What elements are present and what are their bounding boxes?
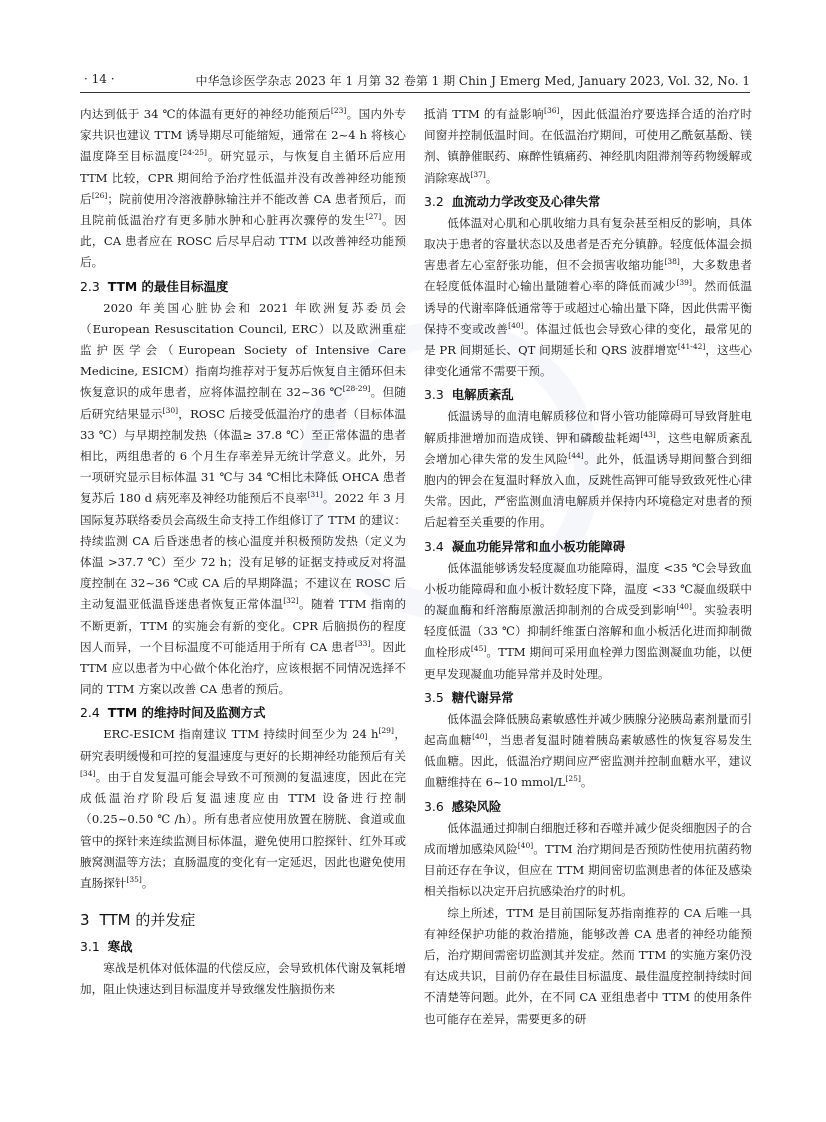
heading-3-2: 3.2 血流动力学改变及心律失常 bbox=[424, 193, 601, 209]
text-run: 。然而低温诱导的代谢率降低通常等于或超过心输出量下降，因此供需平衡保持不变或改善 bbox=[424, 279, 752, 336]
text-run: 。 bbox=[141, 875, 154, 890]
paragraph-2-3 bbox=[80, 298, 406, 701]
text-run: 寒战是机体对低体温的代偿反应，会导致机体代谢及氧耗增加，阻止快速达到目标温度并导致继发性脑损伤来 bbox=[80, 961, 406, 997]
header-rule bbox=[80, 92, 750, 93]
page-number: · 14 · bbox=[84, 72, 115, 86]
citation-ref: [35] bbox=[126, 875, 142, 885]
citation-ref: [45] bbox=[470, 644, 487, 654]
right-column bbox=[424, 104, 752, 1030]
text-run: 。2022 年 3 月国际复苏联络委员会高级生命支持工作组修订了 TTM 的建议：持续监测 CA 后昏迷患者的核心温度并积极预防发热（定义为体温 >37.7 ℃）至少 72 h；没有足够的证据支持或反对将温度控制在 32~36 ℃或 CA 后的早期降温；不建议在 ROSC 后主动复温亚低温昏迷患者恢复正常体温 bbox=[80, 491, 406, 612]
text-run: 。TTM 治疗期间是否预防性使用抗菌药物目前还存在争议，但应在 TTM 期间密切监测患者的体征及感染相关指标以决定开启抗感染治疗的时机。 bbox=[424, 841, 752, 899]
citation-ref: [25] bbox=[565, 774, 581, 784]
text-run: 。 bbox=[485, 170, 498, 185]
heading-2-3: 2.3 TTM 的最佳目标温度 bbox=[80, 278, 229, 294]
citation-ref: [40] bbox=[517, 841, 534, 851]
citation-ref: [37] bbox=[470, 169, 486, 179]
text-run: 。体温过低也会导致心律的变化，最常见的是 PR 间期延长、QT 间期延长和 QRS 波群增宽 bbox=[424, 321, 752, 358]
text-run: 。随着 TTM 指南的不断更新，TTM 的实施会有新的变化。CPR 后脑损伤的程度因人而异，一个目标温度不可能适用于所有 CA 患者 bbox=[80, 597, 406, 654]
citation-ref: [40] bbox=[508, 320, 524, 330]
citation-ref: [29] bbox=[378, 726, 394, 736]
text-run: 低体温通过抑制白细胞迁移和吞噬并减少促炎细胞因子的合成而增加感染风险 bbox=[424, 820, 752, 856]
paragraph-intro bbox=[80, 104, 406, 274]
text-run: 。因此，CA 患者应在 ROSC 后尽早启动 TTM 以改善神经功能预后。 bbox=[80, 213, 406, 270]
text-run: 。实验表明轻度低温（33 ℃）抑制纤维蛋白溶解和血小板活化进而抑制微血栓形成 bbox=[424, 603, 752, 660]
paragraph-3-1-continued bbox=[424, 104, 752, 189]
text-run: ，这些心律变化通常不需要干预。 bbox=[424, 343, 752, 379]
text-run: 。此外，低温诱导期间螯合到细胞内的钾会在复温时释放入血，反跳性高钾可能导致致死性心律失常。因此，严密监测血清电解质并保持内环境稳定对患者的预后起着至关重要的作用。 bbox=[424, 451, 752, 530]
text-run: ，研究表明缓慢和可控的复温速度与更好的长期神经功能预后有关 bbox=[80, 727, 406, 763]
text-run: 。 bbox=[580, 775, 593, 790]
text-run: 。因此 TTM 应以患者为中心做个体化治疗，应该根据不同情况选择不同的 TTM 方案以改善 CA 患者的预后。 bbox=[80, 639, 406, 697]
journal-citation: 中华急诊医学杂志 2023 年 1 月第 32 卷第 1 期 Chin J Emerg Med, January 2023, Vol. 32, No. 1 bbox=[195, 74, 750, 88]
text-run: ，ROSC 后接受低温治疗的患者（目标体温 33 ℃）与早期控制发热（体温≥ 37.8 ℃）至正常体温的患者相比，两组患者的 6 个月生存率差异无统计学意义。此外，另一项研究显示目标体温 31 ℃与 34 ℃相比未降低 OHCA 患者复苏后 180 d 病死率及神经功能预后不良率 bbox=[80, 406, 406, 506]
paragraph-3-2 bbox=[424, 213, 752, 383]
citation-ref: [26] bbox=[91, 190, 108, 200]
text-run: 。由于自发复温可能会导致不可预测的复温速度，因此在完成低温治疗阶段后复温速度应由 TTM 设备进行控制（0.25~0.50 ℃ /h）。所有患者应使用放置在膀胱、食道或血管中的探针来连续监测目标体温，避免使用口腔探针、红外耳或腋窝测温等方法；直肠温度的变化有一定延迟，因此也避免使用直肠探针 bbox=[80, 769, 406, 890]
citation-ref: [31] bbox=[307, 490, 323, 500]
citation-ref: [40] bbox=[676, 602, 692, 612]
text-run: 内达到低于 34 ℃的体温有更好的神经功能预后 bbox=[80, 107, 331, 121]
citation-ref: [28-29] bbox=[342, 384, 371, 394]
text-run: ERC-ESICM 指南建议 TTM 持续时间至少为 24 h bbox=[103, 727, 379, 742]
text-run: ，因此低温治疗要选择合适的治疗时间窗并控制低温时间。在低温治疗期间，可使用乙酰氨基酚、镁剂、镇静催眠药、麻醉性镇痛药、神经肌肉阻滞剂等药物缓解或消除寒战 bbox=[424, 107, 752, 185]
citation-ref: [30] bbox=[162, 405, 179, 415]
heading-3-1: 3.1 寒战 bbox=[80, 939, 133, 955]
text-run: 低体温能够诱发轻度凝血功能障碍，温度 <35 ℃会导致血小板功能障碍和血小板计数轻度下降，温度 <33 ℃凝血级联中的凝血酶和纤溶酶原激活抑制剂的合成受到影响 bbox=[424, 560, 752, 618]
text-run: 低体温对心肌和心肌收缩力具有复杂甚至相反的影响，具体取决于患者的容量状态以及患者是否充分镇静。轻度低体温会损害患者左心室舒张功能，但不会损害收缩功能 bbox=[424, 215, 752, 273]
citation-ref: [40] bbox=[472, 732, 488, 742]
citation-ref: [44] bbox=[568, 450, 584, 460]
text-run: 综上所述，TTM 是目前国际复苏指南推荐的 CA 后唯一具有神经保护功能的救治措施，能够改善 CA 患者的神经功能预后，治疗期间需密切监测其并发症。然而 TTM 的实施方案仍没有达成共识，目前仍存在最佳目标温度、最佳温度控制持续时间不清楚等问题。此外，在不同 CA 亚组患者中 TTM 的使用条件也可能存在差异，需要更多的研 bbox=[424, 905, 752, 1026]
text-run: 2020 年美国心脏协会和 2021 年欧洲复苏委员会（European Resuscitation Council, ERC）以及欧洲重症监护医学会（European Society of Intensive Care Medicine, ESICM）指南均推荐对于复苏后恢复自主循环但未恢复意识的成年患者，应将体温控制在 32~36 ℃ bbox=[80, 300, 406, 400]
citation-ref: [33] bbox=[354, 639, 371, 649]
paragraph-3-4 bbox=[424, 558, 752, 685]
heading-3-3: 3.3 电解质紊乱 bbox=[424, 387, 514, 403]
citation-ref: [23] bbox=[330, 106, 347, 116]
citation-ref: [34] bbox=[80, 769, 96, 779]
heading-3-6: 3.6 感染风险 bbox=[424, 798, 502, 814]
text-run: 。TTM 期间可采用血栓弹力图监测凝血功能，以便更早发现凝血功能异常并及时处理。 bbox=[424, 645, 752, 681]
paragraph-3-6 bbox=[424, 818, 752, 903]
heading-3-5: 3.5 糖代谢异常 bbox=[424, 689, 514, 705]
text-run: 低温诱导的血清电解质移位和肾小管功能障碍可导致肾脏电解质排泄增加而造成镁、钾和磷酸盐耗竭 bbox=[424, 409, 752, 445]
text-run: 。但随后研究结果显示 bbox=[80, 385, 406, 421]
heading-3: 3 TTM 的并发症 bbox=[80, 911, 196, 930]
citation-ref: [24-25] bbox=[179, 148, 207, 158]
citation-ref: [38] bbox=[664, 257, 680, 267]
text-run: 抵消 TTM 的有益影响 bbox=[424, 107, 545, 121]
heading-2-4: 2.4 TTM 的维持时间及监测方式 bbox=[80, 705, 266, 721]
paragraph-3-1 bbox=[80, 958, 406, 1000]
paragraph-3-3 bbox=[424, 406, 752, 533]
text-run: ，这些电解质紊乱会增加心律失常的发生风险 bbox=[424, 430, 752, 466]
text-run: ，当患者复温时随着胰岛素敏感性的恢复容易发生低血糖。因此，低温治疗期间应严密监测并控制血糖水平，建议血糖维持在 6~10 mmol/L bbox=[424, 733, 752, 790]
text-run: 。国内外专家共识也建议 TTM 诱导期尽可能缩短，通常在 2~4 h 将核心温度降至目标温度 bbox=[80, 107, 406, 164]
text-run: ，大多数患者在轻度低体温时心输出量随着心率的降低而减少 bbox=[424, 258, 752, 294]
text-run: ；院前使用冷溶液静脉输注并不能改善 CA 患者预后，而且院前低温治疗有更多肺水肿和心脏再次骤停的发生 bbox=[80, 191, 406, 228]
text-run: 低体温会降低胰岛素敏感性并减少胰腺分泌胰岛素剂量而引起高血糖 bbox=[424, 711, 752, 748]
citation-ref: [41-42] bbox=[677, 342, 706, 352]
text-run: 。研究显示，与恢复自主循环后应用 TTM 比较，CPR 期间给予治疗性低温并没有改善神经功能预后 bbox=[80, 149, 406, 206]
paragraph-2-4 bbox=[80, 724, 406, 894]
paragraph-conclusion bbox=[424, 903, 752, 1030]
citation-ref: [32] bbox=[283, 596, 299, 606]
heading-3-4: 3.4 凝血功能异常和血小板功能障碍 bbox=[424, 538, 626, 554]
citation-ref: [36] bbox=[544, 106, 560, 116]
citation-ref: [39] bbox=[676, 278, 692, 288]
paragraph-3-5 bbox=[424, 709, 752, 794]
citation-ref: [27] bbox=[365, 212, 382, 222]
citation-ref: [43] bbox=[640, 429, 656, 439]
left-column bbox=[80, 104, 406, 1001]
page-header bbox=[84, 70, 750, 90]
